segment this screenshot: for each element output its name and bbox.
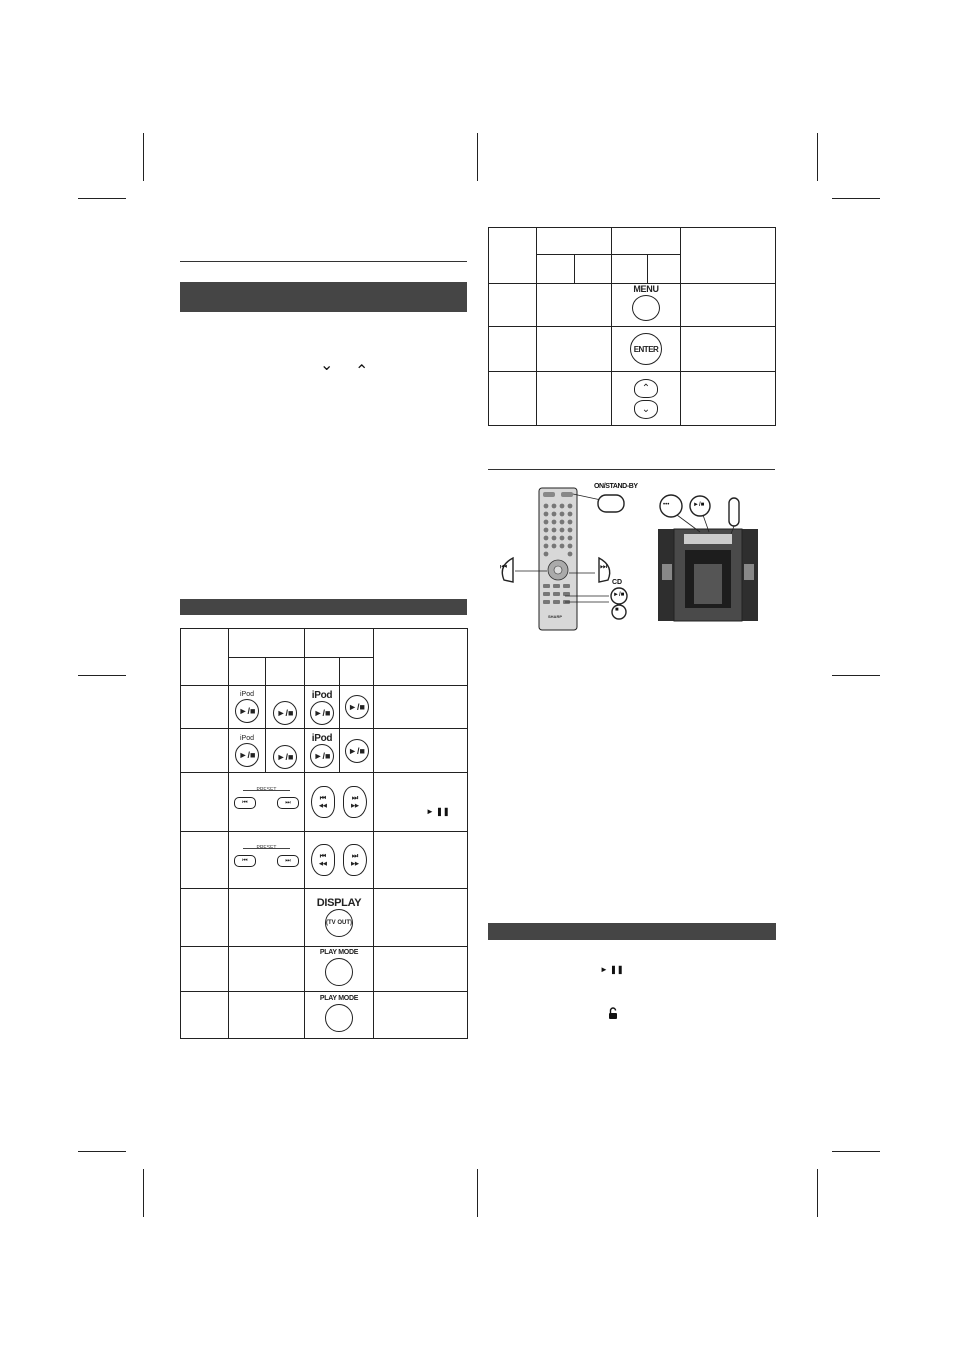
skip-back-button[interactable] bbox=[311, 786, 335, 818]
up-button[interactable]: ⌃ bbox=[634, 379, 658, 398]
crop-mark bbox=[832, 675, 880, 676]
skip-back-icon: ⏮ bbox=[500, 562, 508, 571]
crop-mark bbox=[832, 198, 880, 199]
table-cell bbox=[374, 889, 468, 947]
section-rule bbox=[180, 261, 467, 262]
table-cell bbox=[340, 729, 374, 773]
rewind-icon: ◀◀ bbox=[319, 803, 327, 809]
play-pause-icon: ► ❚❚ bbox=[426, 807, 450, 816]
fast-forward-icon: ▶▶ bbox=[351, 803, 359, 809]
table-cell bbox=[537, 372, 612, 426]
stop-icon: ■ bbox=[615, 607, 619, 613]
play-stop-button[interactable]: ►/■ bbox=[345, 739, 369, 763]
table-cell bbox=[266, 686, 305, 729]
table-cell bbox=[305, 947, 374, 992]
table-cell bbox=[374, 686, 468, 729]
table-cell bbox=[340, 686, 374, 729]
table-header-cell bbox=[681, 228, 776, 284]
play-pause-icon: ► ❚❚ bbox=[600, 965, 624, 974]
table-cell bbox=[305, 992, 374, 1039]
skip-back-button[interactable] bbox=[311, 844, 335, 876]
table-header-cell bbox=[489, 228, 537, 284]
preset-up-button[interactable]: ⏭ bbox=[277, 797, 299, 809]
table-cell bbox=[181, 832, 229, 889]
table-cell bbox=[612, 372, 681, 426]
table-cell bbox=[229, 947, 305, 992]
table-subheader-cell bbox=[537, 255, 575, 284]
control-table-right bbox=[488, 227, 776, 426]
crop-mark bbox=[78, 675, 126, 676]
on-standby-label: ON/STAND-BY bbox=[594, 483, 638, 490]
crop-mark bbox=[78, 198, 126, 199]
table-row bbox=[489, 327, 776, 372]
play-mode-label: PLAY MODE bbox=[319, 949, 359, 956]
crop-mark bbox=[832, 1151, 880, 1152]
ipod-label: iPod bbox=[311, 689, 333, 701]
table-cell bbox=[181, 729, 229, 773]
table-cell bbox=[681, 327, 776, 372]
skip-forward-icon: ⏭ bbox=[600, 562, 608, 571]
table-cell bbox=[181, 992, 229, 1039]
table-cell bbox=[181, 686, 229, 729]
skip-forward-icon: ⏭ bbox=[351, 795, 359, 802]
skip-forward-button[interactable] bbox=[343, 844, 367, 876]
crop-mark bbox=[817, 1169, 818, 1217]
skip-back-icon: ⏮ bbox=[319, 853, 327, 860]
table-header-cell bbox=[612, 228, 681, 255]
ipod-play-stop-button[interactable]: ►/■ bbox=[310, 701, 334, 725]
brand-logo: SHARP bbox=[548, 614, 563, 619]
display-tv-out-button[interactable]: (TV OUT) bbox=[325, 909, 353, 937]
section-heading-bar bbox=[180, 282, 467, 312]
play-mode-label: PLAY MODE bbox=[319, 995, 359, 1002]
menu-button[interactable] bbox=[632, 295, 660, 321]
ipod-label: iPod bbox=[239, 734, 254, 742]
play-stop-button[interactable]: ►/■ bbox=[273, 701, 297, 725]
table-cell bbox=[305, 889, 374, 947]
table-row bbox=[181, 773, 468, 832]
unlock-icon bbox=[608, 1006, 618, 1018]
table-cell bbox=[374, 773, 468, 832]
table-cell bbox=[374, 832, 468, 889]
skip-forward-icon: ⏭ bbox=[351, 853, 359, 860]
table-cell bbox=[181, 773, 229, 832]
table-header-cell bbox=[305, 629, 374, 658]
remote-and-unit-drawing bbox=[495, 484, 775, 634]
crop-mark bbox=[143, 133, 144, 181]
table-header-cell bbox=[181, 629, 229, 686]
skip-forward-button[interactable] bbox=[343, 786, 367, 818]
ipod-label: iPod bbox=[239, 691, 254, 698]
table-cell bbox=[374, 729, 468, 773]
table-subheader-cell bbox=[266, 658, 305, 686]
section-rule bbox=[488, 469, 775, 470]
control-table-left bbox=[180, 628, 468, 1039]
section-heading-bar-2 bbox=[180, 599, 467, 615]
table-cell bbox=[681, 284, 776, 327]
preset-down-button[interactable]: ⏮ bbox=[234, 797, 256, 809]
table-cell bbox=[374, 947, 468, 992]
table-cell bbox=[489, 327, 537, 372]
table-row bbox=[181, 832, 468, 889]
table-subheader-cell bbox=[648, 255, 681, 284]
table-header-cell bbox=[229, 629, 305, 658]
table-cell bbox=[305, 832, 374, 889]
play-mode-button[interactable] bbox=[325, 1004, 353, 1032]
table-cell bbox=[681, 372, 776, 426]
ipod-play-stop-button[interactable]: ►/■ bbox=[235, 699, 259, 723]
ipod-label: iPod bbox=[311, 733, 333, 744]
table-cell bbox=[537, 284, 612, 327]
menu-label: MENU bbox=[633, 284, 659, 294]
remote-illustration bbox=[495, 484, 775, 634]
crop-mark bbox=[477, 1169, 478, 1217]
skip-back-icon: ⏮ bbox=[319, 795, 327, 802]
down-button[interactable]: ⌄ bbox=[634, 400, 658, 419]
display-label: DISPLAY bbox=[316, 897, 362, 909]
table-subheader-cell bbox=[305, 658, 340, 686]
table-cell bbox=[229, 832, 305, 889]
table-cell bbox=[181, 947, 229, 992]
table-row bbox=[181, 729, 468, 773]
preset-down-button[interactable]: ⏮ bbox=[234, 855, 256, 867]
table-cell bbox=[229, 729, 266, 773]
ipod-play-stop-button[interactable]: ►/■ bbox=[235, 743, 259, 767]
play-stop-button[interactable]: ►/■ bbox=[345, 695, 369, 719]
table-cell bbox=[229, 889, 305, 947]
dots-icon: ••• bbox=[663, 502, 670, 508]
table-cell bbox=[489, 284, 537, 327]
table-subheader-cell bbox=[229, 658, 266, 686]
lock-icon bbox=[608, 1007, 618, 1019]
table-subheader-cell bbox=[612, 255, 648, 284]
up-arrow-icon: ⌃ bbox=[355, 363, 369, 380]
table-row bbox=[489, 284, 776, 327]
table-row bbox=[489, 372, 776, 426]
table-row bbox=[181, 889, 468, 947]
table-cell bbox=[229, 686, 266, 729]
table-cell bbox=[181, 889, 229, 947]
table-cell bbox=[612, 327, 681, 372]
section-heading-bar-3 bbox=[488, 923, 776, 940]
table-cell bbox=[229, 773, 305, 832]
crop-mark bbox=[78, 1151, 126, 1152]
table-cell bbox=[229, 992, 305, 1039]
table-header-cell bbox=[374, 629, 468, 686]
table-row bbox=[181, 947, 468, 992]
table-cell bbox=[305, 773, 374, 832]
table-cell bbox=[612, 284, 681, 327]
cd-label: CD bbox=[612, 579, 623, 586]
table-cell bbox=[374, 992, 468, 1039]
table-row bbox=[181, 992, 468, 1039]
table-subheader-cell bbox=[575, 255, 612, 284]
enter-button[interactable]: ENTER bbox=[630, 333, 662, 365]
play-stop-icon: ►/■ bbox=[693, 502, 705, 508]
table-row bbox=[181, 686, 468, 729]
crop-mark bbox=[477, 133, 478, 181]
rewind-icon: ◀◀ bbox=[319, 861, 327, 867]
ipod-play-stop-button[interactable]: ►/■ bbox=[310, 744, 334, 768]
table-header-cell bbox=[537, 228, 612, 255]
down-arrow-icon: ⌄ bbox=[320, 357, 334, 374]
play-stop-icon: ►/■ bbox=[613, 592, 625, 598]
table-subheader-cell bbox=[340, 658, 374, 686]
table-cell bbox=[266, 729, 305, 773]
crop-mark bbox=[817, 133, 818, 181]
table-cell bbox=[537, 327, 612, 372]
crop-mark bbox=[143, 1169, 144, 1217]
play-mode-button[interactable] bbox=[325, 958, 353, 986]
fast-forward-icon: ▶▶ bbox=[351, 861, 359, 867]
table-cell bbox=[489, 372, 537, 426]
preset-up-button[interactable]: ⏭ bbox=[277, 855, 299, 867]
table-cell bbox=[305, 686, 340, 729]
play-stop-button[interactable]: ►/■ bbox=[273, 745, 297, 769]
table-cell bbox=[305, 729, 340, 773]
